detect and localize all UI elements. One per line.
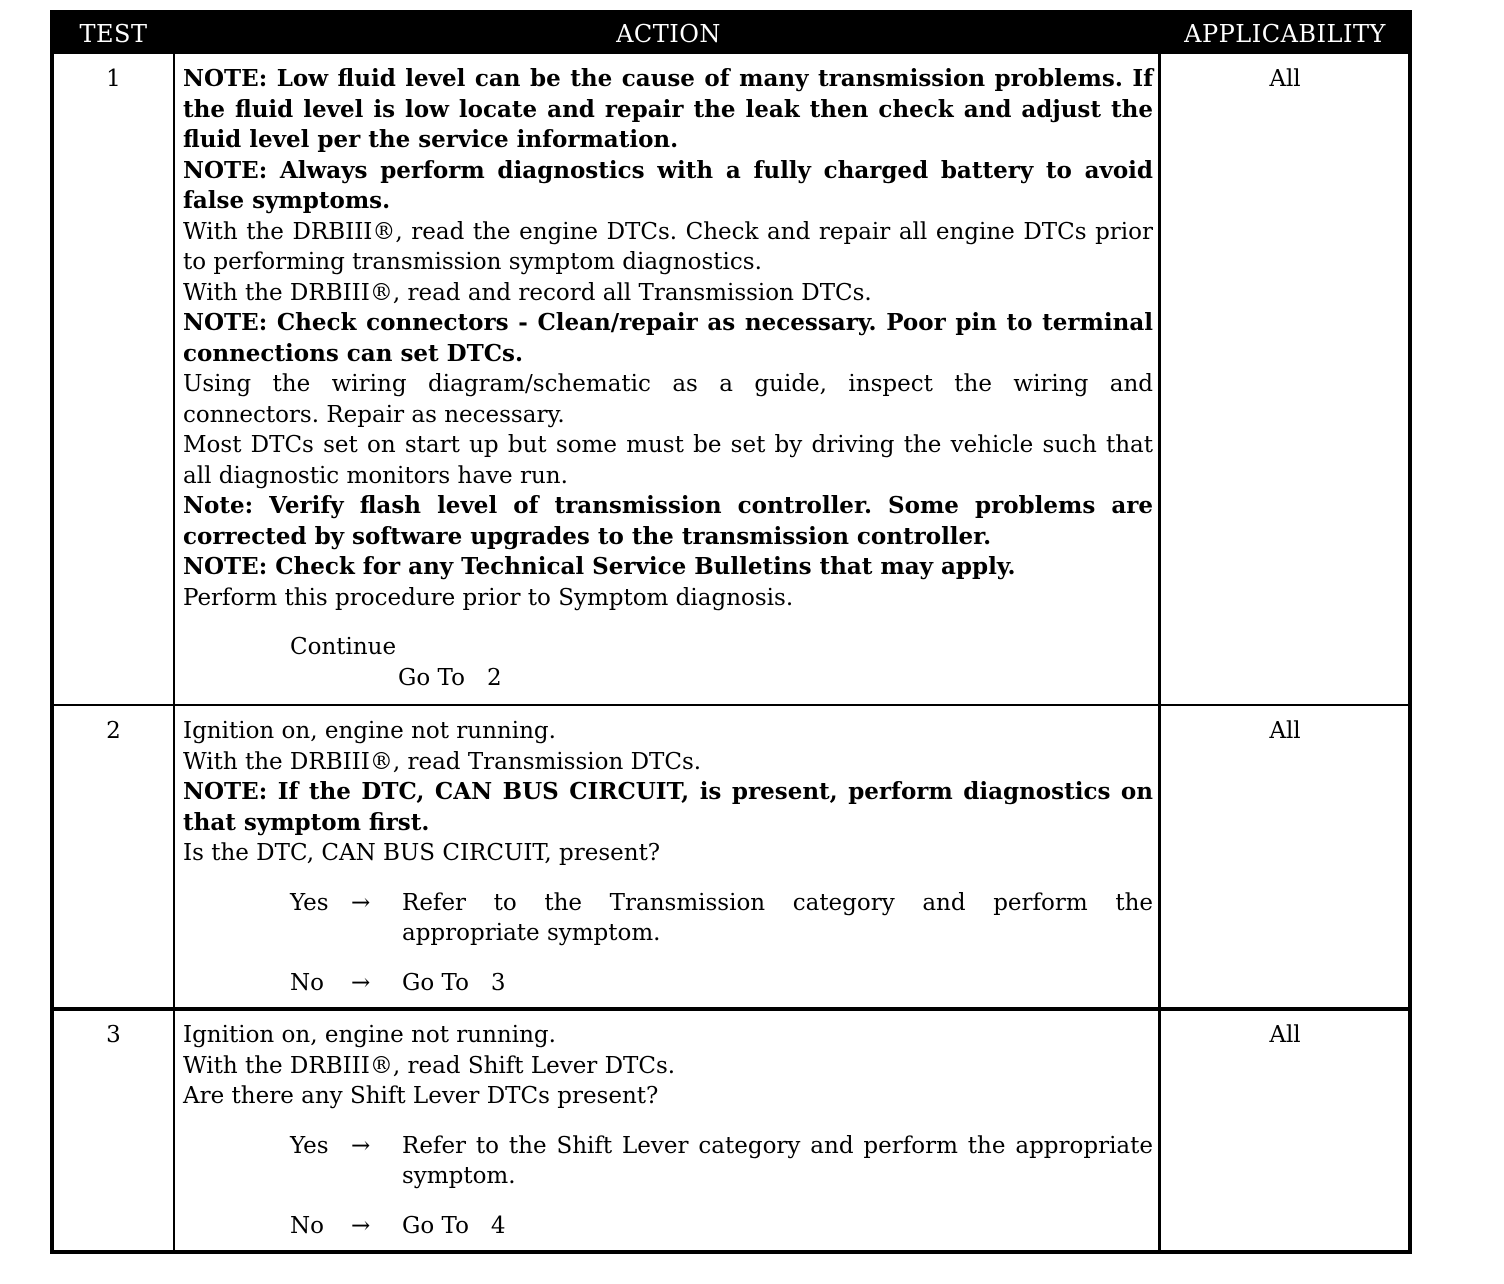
table-header [54,14,1408,54]
applicability-value: All [1269,1022,1301,1048]
action-note: NOTE: Check for any Technical Service Bulletins that may apply. [183,553,1016,580]
yes-outcome[interactable] [183,1131,1153,1192]
answer-options [183,888,1153,999]
action-note: NOTE: Low fluid level can be the cause of many transmission problems. If the fluid level is low locate and repair the leak then check and adjust the fluid level per the service information. [183,65,1153,153]
no-outcome[interactable] [183,968,1153,999]
action-cell [183,64,1153,693]
yes-outcome[interactable] [183,888,1153,949]
action-note: Note: Verify flash level of transmission controller. Some problems are corrected by software upgrades to the transmission controller. [183,492,1153,550]
action-step: Ignition on, engine not running. [183,1022,556,1048]
arrow-right-icon: → [351,1132,371,1159]
no-label: No [290,969,324,996]
header-applicability: APPLICABILITY [1184,20,1386,48]
goto-link[interactable] [398,663,1153,694]
goto-target: 2 [486,664,502,691]
action-step: Using the wiring diagram/schematic as a guide, inspect the wiring and connectors. Repair as necessary. [183,371,1153,428]
yes-label: Yes [290,1132,329,1159]
action-cell [183,716,1153,998]
goto-label: Go To [398,664,465,691]
diagnostic-table [50,10,1412,1254]
action-cell [183,1020,1153,1241]
action-step: Most DTCs set on start up but some must be set by driving the vehicle such that all diagnostic monitors have run. [183,432,1153,489]
continue-label: Continue [290,634,397,660]
action-step: With the DRBIII®, read the engine DTCs. Check and repair all engine DTCs prior to performing transmission symptom diagnostics. [183,218,1153,275]
arrow-right-icon: → [351,969,371,996]
table-row [54,54,1408,704]
no-text: Go To 3 [402,969,506,996]
no-text: Go To 4 [402,1212,506,1239]
action-note: NOTE: If the DTC, CAN BUS CIRCUIT, is present, perform diagnostics on that symptom first. [183,778,1153,836]
action-question: Are there any Shift Lever DTCs present? [183,1083,659,1109]
table-row [54,706,1408,1008]
table-row [54,1010,1408,1254]
header-action: ACTION [616,20,721,48]
header-test: TEST [79,20,148,48]
no-label: No [290,1212,324,1239]
arrow-right-icon: → [351,1212,371,1239]
action-note: NOTE: Always perform diagnostics with a fully charged battery to avoid false symptoms. [183,156,1153,214]
no-outcome[interactable] [183,1211,1153,1242]
action-step: With the DRBIII®, read Transmission DTCs. [183,748,702,775]
action-step: Perform this procedure prior to Symptom diagnosis. [183,584,794,611]
action-step: With the DRBIII®, read and record all Transmission DTCs. [183,279,872,306]
applicability-value: All [1269,718,1301,744]
test-number: 3 [106,1022,121,1048]
yes-label: Yes [290,889,329,916]
action-step: Ignition on, engine not running. [183,718,556,744]
test-number: 1 [106,66,121,92]
applicability-value: All [1269,66,1301,92]
continue-outcome [290,632,1153,693]
action-question: Is the DTC, CAN BUS CIRCUIT, present? [183,840,661,866]
action-note: NOTE: Check connectors - Clean/repair as necessary. Poor pin to terminal connections can set DTCs. [183,309,1153,367]
test-number: 2 [106,718,121,744]
answer-options [183,1131,1153,1242]
arrow-right-icon: → [351,889,371,916]
yes-text: Refer to the Transmission category and perform the appropriate symptom. [402,889,1153,946]
yes-text: Refer to the Shift Lever category and perform the appropriate symptom. [402,1132,1153,1189]
action-step: With the DRBIII®, read Shift Lever DTCs. [183,1052,676,1079]
